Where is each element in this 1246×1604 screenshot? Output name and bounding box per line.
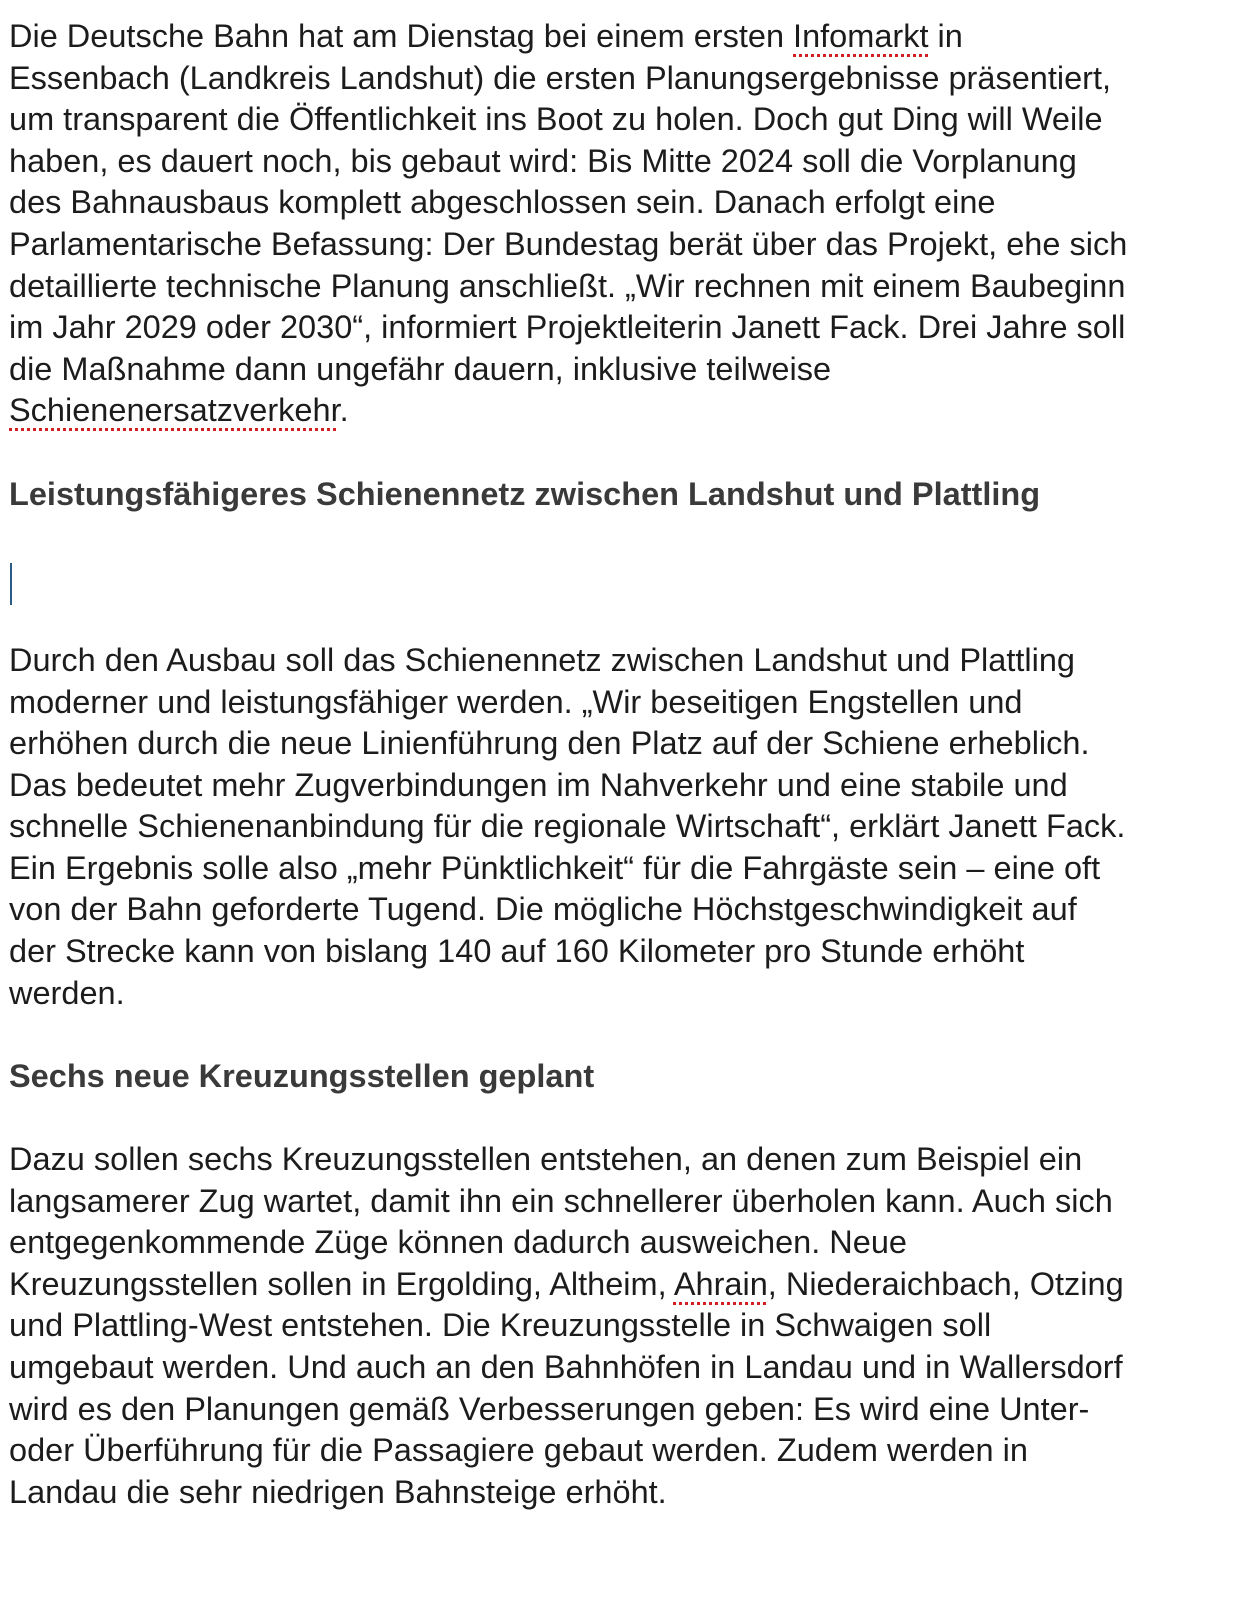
text-line: Das bedeutet mehr Zugverbindungen im Nahverkehr und eine stabile und: [9, 766, 1068, 803]
text-line: umgebaut werden. Und auch an den Bahnhöfen in Landau und in Wallersdorf: [9, 1349, 1123, 1385]
text-line: im Jahr 2029 oder 2030“, informiert Projektleiterin Janett Fack. Drei Jahre soll: [9, 309, 1126, 346]
text-line: [9, 390, 1239, 432]
text-line: oder Überführung für die Passagiere gebaut werden. Zudem werden in: [9, 1432, 1028, 1469]
misspelled-word[interactable]: Schienenersatzverkehr: [9, 392, 340, 429]
text-line: entgegenkommende Züge können dadurch ausweichen. Neue: [9, 1224, 907, 1261]
text-line: Durch den Ausbau soll das Schienennetz zwischen Landshut und Plattling: [9, 641, 1075, 678]
text-line: Dazu sollen sechs Kreuzungsstellen entstehen, an denen zum Beispiel ein: [9, 1141, 1083, 1178]
misspelled-word[interactable]: Ahrain: [673, 1265, 768, 1302]
text-line: Parlamentarische Befassung: Der Bundestag berät über das Projekt, ehe sich: [9, 225, 1128, 262]
text-line: die Maßnahme dann ungefähr dauern, inklusive teilweise: [9, 350, 832, 387]
blank-line: [9, 1014, 1239, 1056]
text-line: moderner und leistungsfähiger werden. „Wir beseitigen Engstellen und: [9, 683, 1023, 720]
text-line: Landau die sehr niedrigen Bahnsteige erhöht.: [9, 1473, 667, 1510]
text-line: [9, 16, 1239, 58]
text-line: Ein Ergebnis solle also „mehr Pünktlichkeit“ für die Fahrgäste sein – eine oft: [9, 849, 1101, 886]
text-line: Essenbach (Landkreis Landshut) die ersten Planungsergebnisse präsentiert,: [9, 59, 1112, 96]
blank-line: [9, 598, 1239, 640]
text-line: der Strecke kann von bislang 140 auf 160 Kilometer pro Stunde erhöht: [9, 933, 1025, 970]
text-line: detaillierte technische Planung anschließt. „Wir rechnen mit einem Baubeginn: [9, 267, 1126, 304]
text-line: werden.: [9, 974, 125, 1011]
text-run: , Niederaichbach, Otzing: [767, 1265, 1124, 1302]
text-line: langsamerer Zug wartet, damit ihn ein schnellerer überholen kann. Auch sich: [9, 1182, 1113, 1219]
misspelled-word[interactable]: Infomarkt: [793, 18, 929, 54]
text-line: des Bahnausbaus komplett abgeschlossen sein. Danach erfolgt eine: [9, 184, 996, 221]
blank-line: [9, 515, 1239, 557]
text-caret: [10, 563, 12, 605]
text-line: [9, 1264, 1239, 1306]
text-run: in: [928, 18, 963, 54]
text-line: um transparent die Öffentlichkeit ins Boot zu holen. Doch gut Ding will Weile: [9, 101, 1103, 138]
text-line: von der Bahn geforderte Tugend. Die mögliche Höchstgeschwindigkeit auf: [9, 891, 1077, 928]
text-run: .: [339, 392, 349, 429]
empty-line-with-caret[interactable]: [9, 557, 1239, 599]
text-line: haben, es dauert noch, bis gebaut wird: Bis Mitte 2024 soll die Vorplanung: [9, 142, 1077, 179]
text-run: Die Deutsche Bahn hat am Dienstag bei einem ersten: [9, 18, 794, 54]
text-line: schnelle Schienenanbindung für die regionale Wirtschaft“, erklärt Janett Fack.: [9, 808, 1126, 845]
section-heading: Sechs neue Kreuzungsstellen geplant: [9, 1057, 595, 1094]
text-line: und Plattling-West entstehen. Die Kreuzungsstelle in Schwaigen soll: [9, 1307, 992, 1344]
text-run: Kreuzungsstellen sollen in Ergolding, Altheim,: [9, 1265, 674, 1302]
blank-line: [9, 432, 1239, 474]
text-line: wird es den Planungen gemäß Verbesserungen geben: Es wird eine Unter-: [9, 1390, 1090, 1427]
section-heading: Leistungsfähigeres Schienennetz zwischen Landshut und Plattling: [9, 475, 1041, 512]
document-body[interactable]: [9, 16, 1239, 1513]
text-line: erhöhen durch die neue Linienführung den Platz auf der Schiene erheblich.: [9, 725, 1090, 762]
blank-line: [9, 1097, 1239, 1139]
paragraph-3: [9, 1139, 1239, 1513]
paragraph-1: [9, 16, 1239, 432]
paragraph-2: [9, 640, 1239, 1014]
